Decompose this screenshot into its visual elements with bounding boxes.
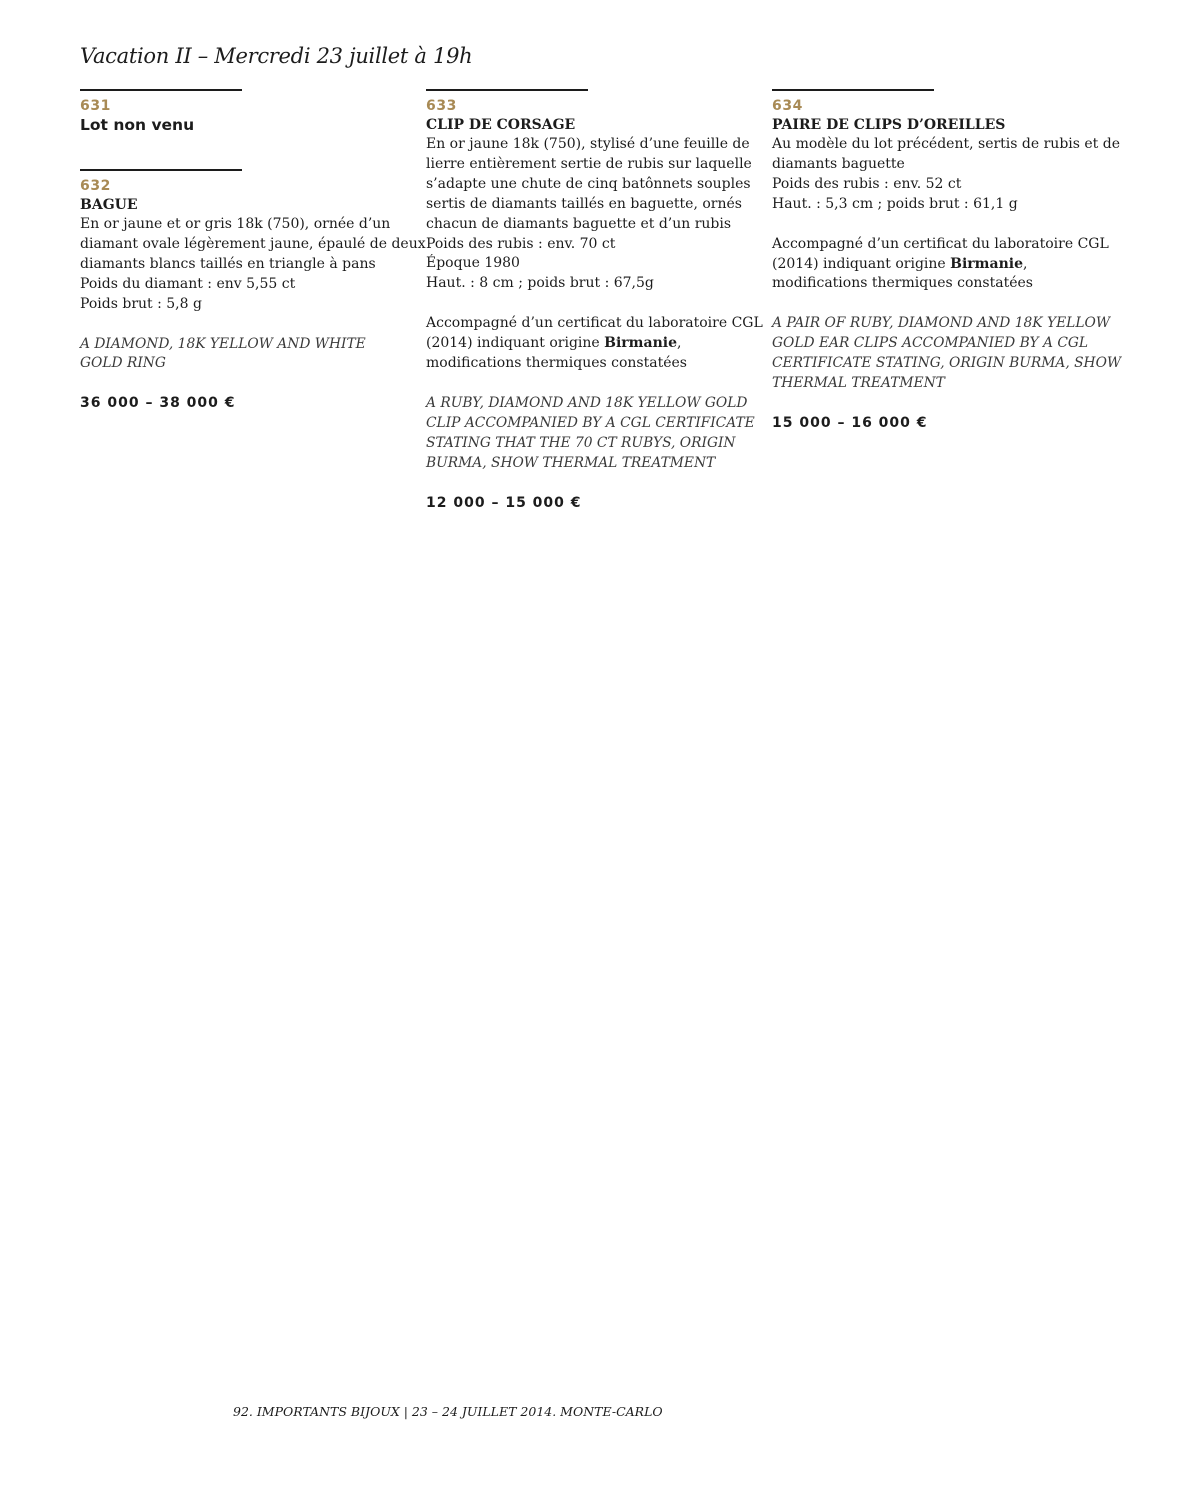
english-description-line: BURMA, SHOW THERMAL TREATMENT bbox=[426, 454, 716, 471]
description-line: En or jaune et or gris 18k (750), ornée d’un bbox=[80, 216, 391, 232]
lot-number: 634 bbox=[772, 98, 804, 114]
lot-number: 633 bbox=[426, 98, 458, 114]
lot-title: Lot non venu bbox=[80, 116, 195, 134]
page-title: Vacation II – Mercredi 23 juillet à 19h bbox=[80, 44, 473, 68]
description-line: diamant ovale légèrement jaune, épaulé de deux bbox=[80, 235, 426, 252]
description-line: diamants blancs taillés en triangle à pans bbox=[80, 255, 376, 272]
english-description-line: STATING THAT THE 70 CT RUBYS, ORIGIN bbox=[426, 434, 736, 451]
origin-bold: Birmanie bbox=[950, 255, 1023, 272]
description-line: s’adapte une chute de cinq batônnets souples bbox=[426, 175, 751, 192]
page-footer: 92. IMPORTANTS BIJOUX | 23 – 24 JUILLET 2014. MONTE-CARLO bbox=[233, 1404, 663, 1419]
column-left bbox=[80, 89, 426, 446]
certificate-line: Accompagné d’un certificat du laboratoire CGL bbox=[772, 235, 1109, 252]
description-line: Au modèle du lot précédent, sertis de rubis et de bbox=[772, 136, 1120, 152]
lot-title: CLIP DE CORSAGE bbox=[426, 117, 576, 133]
lot-634 bbox=[772, 89, 1122, 432]
english-description-line: A RUBY, DIAMOND AND 18K YELLOW GOLD bbox=[426, 394, 748, 411]
description-line: lierre entièrement sertie de rubis sur laquelle bbox=[426, 155, 752, 172]
description-line: chacun de diamants baguette et d’un rubis bbox=[426, 215, 732, 232]
description-line: Haut. : 8 cm ; poids brut : 67,5g bbox=[426, 275, 654, 292]
lot-title: PAIRE DE CLIPS D’OREILLES bbox=[772, 117, 1006, 133]
certificate-line: Accompagné d’un certificat du laboratoire CGL bbox=[426, 315, 763, 332]
description-line: Haut. : 5,3 cm ; poids brut : 61,1 g bbox=[772, 195, 1018, 212]
origin-bold: Birmanie bbox=[604, 335, 677, 352]
lot-633 bbox=[426, 89, 763, 512]
description-line: Poids des rubis : env. 52 ct bbox=[772, 175, 962, 192]
english-description-line: CLIP ACCOMPANIED BY A CGL CERTIFICATE bbox=[426, 414, 755, 431]
english-description-line: THERMAL TREATMENT bbox=[772, 375, 945, 392]
estimate-price: 12 000 – 15 000 € bbox=[426, 494, 582, 511]
column-right bbox=[772, 89, 1122, 466]
description-line: En or jaune 18k (750), stylisé d’une feuille de bbox=[426, 136, 750, 152]
description-line: sertis de diamants taillés en baguette, ornés bbox=[426, 195, 742, 212]
lot-631 bbox=[80, 89, 410, 135]
divider bbox=[80, 89, 242, 91]
certificate-line: (2014) indiquant origine Birmanie, bbox=[426, 335, 682, 352]
english-description-line: GOLD EAR CLIPS ACCOMPANIED BY A CGL bbox=[772, 335, 1089, 352]
lot-number: 631 bbox=[80, 98, 112, 114]
divider bbox=[80, 169, 242, 171]
description-line: Poids des rubis : env. 70 ct bbox=[426, 235, 616, 252]
description-line: Poids du diamant : env 5,55 ct bbox=[80, 275, 296, 292]
description-line: Poids brut : 5,8 g bbox=[80, 295, 202, 312]
english-description-line: GOLD RING bbox=[80, 355, 166, 372]
divider bbox=[426, 89, 588, 91]
lot-number: 632 bbox=[80, 178, 112, 194]
divider bbox=[772, 89, 934, 91]
estimate-price: 36 000 – 38 000 € bbox=[80, 395, 236, 412]
lot-title: BAGUE bbox=[80, 197, 138, 213]
certificate-line: modifications thermiques constatées bbox=[426, 355, 687, 372]
description-line: diamants baguette bbox=[772, 155, 905, 172]
english-description-line: CERTIFICATE STATING, ORIGIN BURMA, SHOW bbox=[772, 355, 1122, 372]
english-description-line: A DIAMOND, 18K YELLOW AND WHITE bbox=[80, 335, 366, 352]
column-middle bbox=[426, 89, 763, 546]
english-description-line: A PAIR OF RUBY, DIAMOND AND 18K YELLOW bbox=[772, 315, 1110, 332]
certificate-line: modifications thermiques constatées bbox=[772, 275, 1033, 292]
estimate-price: 15 000 – 16 000 € bbox=[772, 414, 928, 431]
certificate-line: (2014) indiquant origine Birmanie, bbox=[772, 255, 1028, 272]
lot-632 bbox=[80, 169, 426, 412]
description-line: Époque 1980 bbox=[426, 255, 520, 272]
